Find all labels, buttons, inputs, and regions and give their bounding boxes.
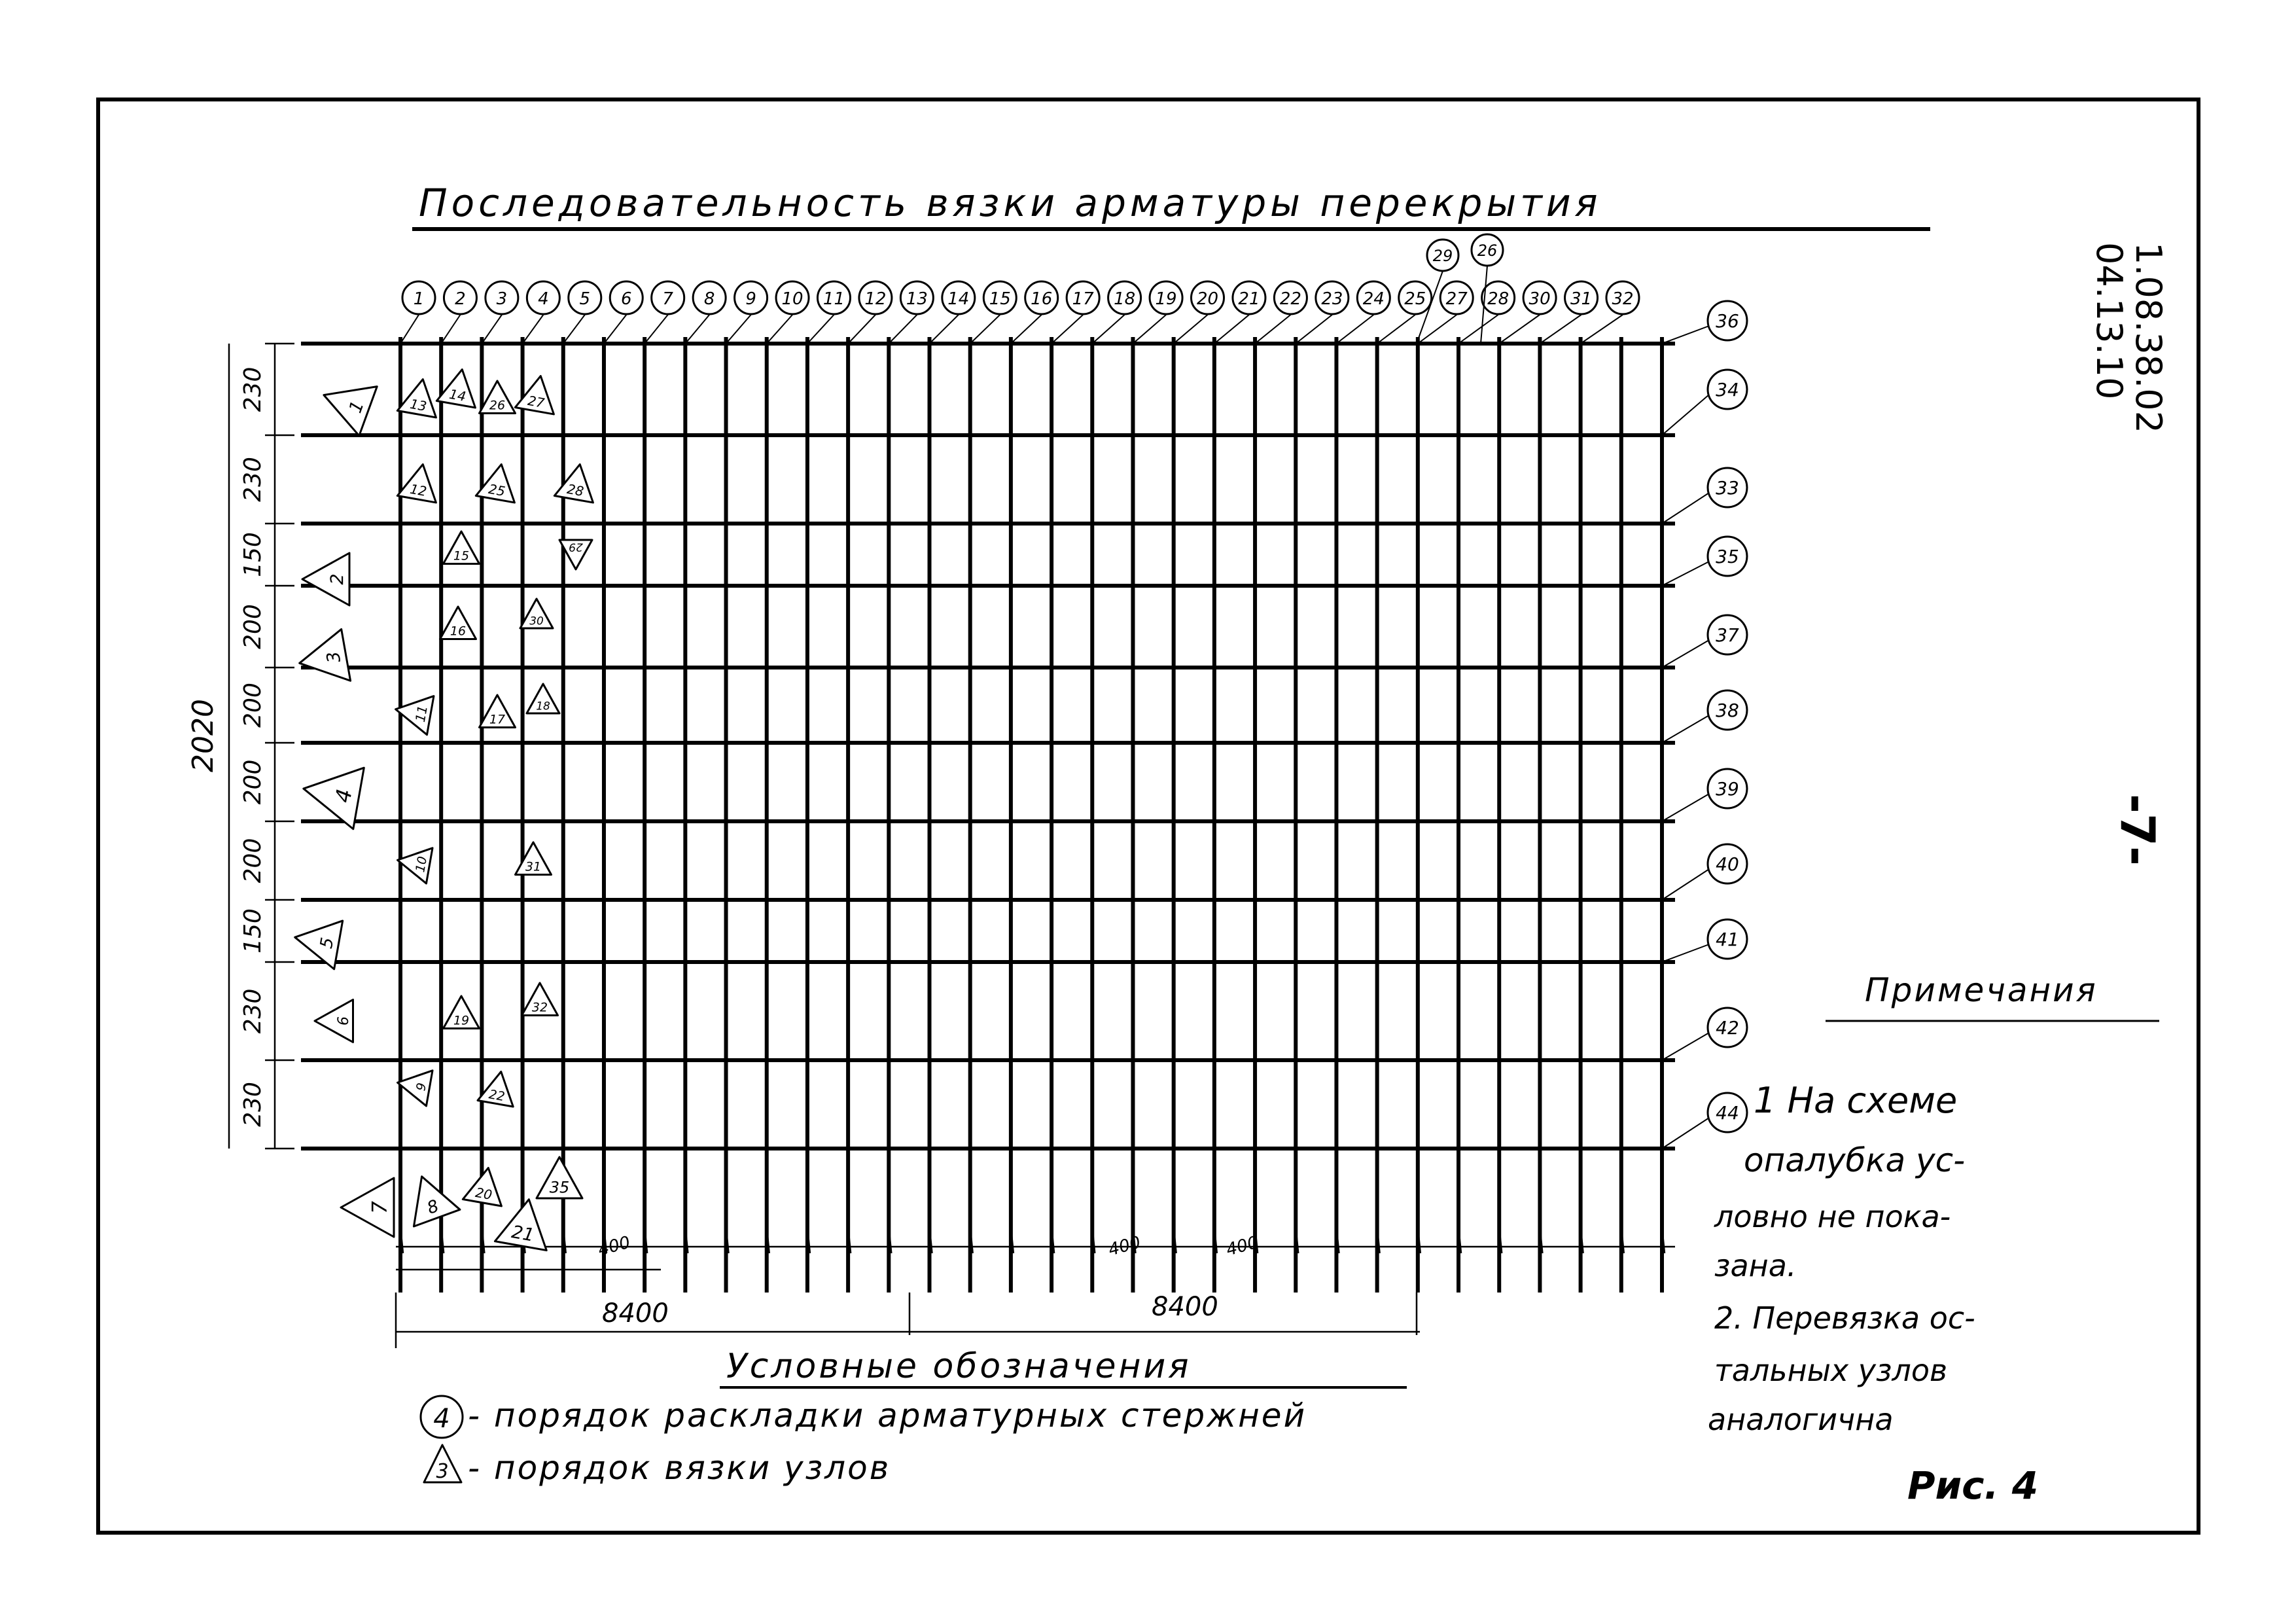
circle-number: 26 bbox=[1477, 241, 1498, 260]
circle-number: 25 bbox=[1404, 289, 1426, 309]
span-left-label: 8400 bbox=[602, 1298, 669, 1329]
circle-number: 10 bbox=[781, 289, 804, 309]
triangle-number: 22 bbox=[487, 1087, 506, 1105]
triangle-shape bbox=[398, 1168, 460, 1226]
leader-line bbox=[726, 315, 751, 344]
leader-line bbox=[1174, 315, 1208, 344]
circle-number: 41 bbox=[1716, 929, 1739, 950]
triangle-number: 17 bbox=[489, 712, 506, 727]
rebar-circle-3 bbox=[482, 281, 518, 344]
triangle-number: 29 bbox=[569, 540, 583, 554]
rebar-circle-44 bbox=[1662, 1093, 1747, 1149]
triangle-number: 11 bbox=[412, 704, 431, 724]
page-number: -7- bbox=[2110, 794, 2165, 866]
total-height-label: 2020 bbox=[186, 699, 220, 772]
rebar-circle-16 bbox=[1011, 281, 1058, 344]
circle-number: 34 bbox=[1716, 379, 1739, 401]
triangle-number: 4 bbox=[330, 787, 357, 805]
triangle-number: 9 bbox=[414, 1081, 430, 1092]
triangle-number: 20 bbox=[474, 1184, 493, 1203]
left-dimension-value: 230 bbox=[239, 988, 266, 1034]
triangle-number: 15 bbox=[453, 548, 470, 563]
circle-number: 17 bbox=[1072, 289, 1094, 309]
triangle-number: 3 bbox=[323, 649, 345, 665]
left-dimension-value: 200 bbox=[239, 604, 266, 649]
circle-number: 20 bbox=[1196, 289, 1219, 309]
rebar-circles-top bbox=[400, 281, 1639, 344]
pitch-label-b: 400 bbox=[1106, 1232, 1143, 1260]
rebar-circle-35 bbox=[1662, 537, 1747, 586]
leader-line bbox=[1662, 640, 1709, 668]
leader-line bbox=[1499, 315, 1540, 344]
rebar-circle-12 bbox=[848, 281, 892, 344]
knot-triangle-14 bbox=[436, 366, 481, 408]
leader-line bbox=[1011, 315, 1042, 344]
leader-line bbox=[523, 315, 544, 344]
rebar-circle-6 bbox=[604, 281, 643, 344]
triangle-number: 7 bbox=[368, 1201, 392, 1214]
leader-line bbox=[1458, 315, 1498, 344]
rebar-circle-41 bbox=[1662, 919, 1747, 962]
circle-number: 16 bbox=[1031, 289, 1053, 309]
leader-line bbox=[970, 315, 1000, 344]
triangle-number: 14 bbox=[448, 385, 467, 404]
circle-number: 31 bbox=[1570, 289, 1593, 309]
circle-number: 4 bbox=[538, 289, 549, 309]
leader-line bbox=[1662, 715, 1709, 743]
circle-number: 15 bbox=[989, 289, 1011, 309]
circle-number: 42 bbox=[1716, 1017, 1739, 1039]
circle-number: 8 bbox=[703, 289, 715, 309]
leader-line bbox=[1214, 315, 1249, 344]
circle-number: 18 bbox=[1114, 289, 1136, 309]
circle-number: 32 bbox=[1612, 289, 1634, 309]
left-dimension-value: 230 bbox=[239, 1082, 266, 1127]
circle-number: 38 bbox=[1716, 700, 1739, 721]
triangle-number: 26 bbox=[489, 398, 506, 413]
rebar-circle-36 bbox=[1662, 301, 1747, 344]
circle-number: 37 bbox=[1716, 624, 1739, 646]
leader-line bbox=[767, 315, 792, 344]
pitch-label-a: 400 bbox=[595, 1232, 633, 1260]
knot-triangle-32 bbox=[522, 983, 558, 1016]
circle-number: 2 bbox=[455, 289, 466, 309]
figure-label: Рис. 4 bbox=[1907, 1463, 2039, 1508]
knot-triangle-17 bbox=[480, 695, 516, 728]
triangle-number: 32 bbox=[531, 1000, 548, 1015]
leader-line bbox=[1662, 944, 1709, 962]
legend-title: Условные обозначения bbox=[726, 1347, 1192, 1386]
rebar-circle-8 bbox=[685, 281, 726, 344]
circle-number: 9 bbox=[745, 289, 756, 309]
leader-line bbox=[685, 315, 709, 344]
knot-triangle-15 bbox=[444, 531, 480, 564]
legend-circle-sample bbox=[421, 1396, 463, 1438]
leader-line bbox=[1377, 315, 1415, 344]
rebar-circle-13 bbox=[889, 281, 933, 344]
leader-line bbox=[889, 315, 917, 344]
circle-number: 40 bbox=[1716, 853, 1739, 875]
knot-triangle-1 bbox=[315, 370, 377, 436]
triangle-number: 16 bbox=[450, 624, 467, 639]
triangle-number: 28 bbox=[565, 480, 585, 499]
knot-triangle-20 bbox=[463, 1164, 507, 1206]
leader-line bbox=[1540, 315, 1581, 344]
circle-number: 44 bbox=[1716, 1102, 1739, 1124]
rebar-circle-40 bbox=[1662, 844, 1747, 900]
circle-number: 5 bbox=[579, 289, 591, 309]
circle-number: 13 bbox=[906, 289, 928, 309]
circle-number: 3 bbox=[496, 289, 508, 309]
total-height-dimension bbox=[186, 344, 229, 1149]
circle-number: 11 bbox=[822, 289, 845, 309]
span-right-label: 8400 bbox=[1152, 1292, 1218, 1322]
triangle-number: 8 bbox=[424, 1196, 442, 1219]
triangle-number: 6 bbox=[335, 1016, 352, 1026]
leader-line bbox=[848, 315, 875, 344]
leader-line bbox=[604, 315, 626, 344]
legend-circle-number: 4 bbox=[433, 1404, 450, 1434]
rebar-circle-17 bbox=[1051, 281, 1099, 344]
notes-line-3: ловно не пока- bbox=[1714, 1199, 1951, 1234]
sheet-code-line-1: 1.08.38.02 bbox=[2128, 242, 2169, 433]
circle-number: 6 bbox=[620, 289, 632, 309]
circle-number: 35 bbox=[1716, 546, 1739, 567]
leader-line bbox=[400, 315, 419, 344]
leader-line bbox=[1418, 315, 1457, 344]
notes-title: Примечания bbox=[1865, 971, 2098, 1009]
knot-triangle-30 bbox=[520, 599, 553, 628]
notes bbox=[1708, 971, 2159, 1437]
circle-number: 14 bbox=[947, 289, 970, 309]
circle-number: 1 bbox=[413, 289, 425, 309]
left-dimension-value: 150 bbox=[239, 908, 266, 954]
knot-triangle-28 bbox=[554, 461, 599, 503]
circle-number: 22 bbox=[1279, 289, 1301, 309]
rebar-circle-38 bbox=[1662, 690, 1747, 743]
triangle-number: 10 bbox=[413, 855, 431, 874]
triangle-number: 13 bbox=[408, 395, 428, 414]
left-dimension-value: 230 bbox=[239, 366, 266, 412]
knot-triangle-13 bbox=[397, 376, 442, 418]
circle-number: 24 bbox=[1362, 289, 1385, 309]
leader-line bbox=[1662, 326, 1709, 344]
bottom-dimension-chain bbox=[396, 1233, 1420, 1348]
legend-triangle-sample bbox=[424, 1445, 461, 1483]
leader-line bbox=[1336, 315, 1373, 344]
circle-number: 7 bbox=[662, 289, 673, 309]
leader-line bbox=[563, 315, 585, 344]
triangle-number: 5 bbox=[316, 936, 338, 950]
circle-number: 39 bbox=[1716, 778, 1739, 800]
knot-triangle-11 bbox=[392, 690, 434, 734]
legend-triangle-text: - порядок вязки узлов bbox=[468, 1449, 891, 1487]
rebar-circle-9 bbox=[726, 281, 768, 344]
circle-number: 33 bbox=[1716, 477, 1739, 499]
left-dimension-chain bbox=[239, 344, 294, 1149]
triangle-number: 18 bbox=[536, 700, 550, 713]
leader-line bbox=[930, 315, 959, 344]
triangle-number: 27 bbox=[526, 392, 546, 411]
circle-number: 27 bbox=[1445, 289, 1468, 309]
notes-line-2: опалубка ус- bbox=[1744, 1141, 1966, 1179]
legend-circle-text: - порядок раскладки арматурных стержней bbox=[468, 1397, 1307, 1435]
leader-line bbox=[1662, 493, 1709, 524]
rebar-circle-39 bbox=[1662, 769, 1747, 821]
leader-line bbox=[807, 315, 834, 344]
leader-line bbox=[1092, 315, 1124, 344]
leader-line bbox=[645, 315, 668, 344]
leader-line bbox=[1296, 315, 1332, 344]
leader-line bbox=[1581, 315, 1623, 344]
rebar-circle-37 bbox=[1662, 615, 1747, 668]
leader-line bbox=[482, 315, 502, 344]
knot-triangle-8 bbox=[398, 1168, 460, 1226]
rebar-circle-18 bbox=[1092, 281, 1140, 344]
triangle-number: 25 bbox=[487, 480, 506, 499]
notes-line-5: 2. Перевязка ос- bbox=[1714, 1300, 1975, 1336]
left-dimension-value: 150 bbox=[239, 532, 266, 577]
knot-triangle-26 bbox=[480, 381, 516, 414]
rebar-circle-5 bbox=[563, 281, 601, 344]
circle-number: 12 bbox=[864, 289, 887, 309]
triangle-number: 1 bbox=[345, 398, 368, 416]
triangle-number: 2 bbox=[327, 573, 347, 585]
notes-line-1: 1 На схеме bbox=[1754, 1080, 1958, 1121]
knot-triangle-22 bbox=[478, 1069, 519, 1107]
leader-line bbox=[1662, 395, 1709, 435]
triangle-shape bbox=[315, 370, 377, 436]
notes-line-6: тальных узлов bbox=[1714, 1353, 1948, 1388]
triangle-number: 30 bbox=[529, 615, 544, 628]
knot-triangle-18 bbox=[527, 684, 559, 713]
triangle-number: 31 bbox=[525, 859, 542, 874]
rebar-circle-11 bbox=[807, 281, 851, 344]
rebar-circle-7 bbox=[645, 281, 684, 344]
knot-triangle-3 bbox=[295, 629, 351, 688]
knot-triangle-19 bbox=[444, 996, 480, 1029]
left-dimension-value: 200 bbox=[239, 683, 266, 728]
rebar-circle-15 bbox=[970, 281, 1017, 344]
legend-triangle-number: 3 bbox=[436, 1460, 449, 1483]
circle-number: 23 bbox=[1321, 289, 1343, 309]
leader-line bbox=[1255, 315, 1290, 344]
triangle-number: 35 bbox=[549, 1178, 570, 1197]
knot-triangle-16 bbox=[440, 607, 476, 639]
rebar-circle-2 bbox=[441, 281, 476, 344]
triangle-number: 21 bbox=[510, 1222, 536, 1246]
notes-line-4: зана. bbox=[1714, 1248, 1797, 1283]
pitch-label-c: 400 bbox=[1224, 1232, 1261, 1260]
leader-line bbox=[1662, 562, 1709, 586]
knot-triangle-7 bbox=[341, 1178, 394, 1237]
triangle-number: 12 bbox=[408, 480, 428, 499]
leader-line bbox=[1662, 1033, 1709, 1060]
knot-triangle-4 bbox=[298, 758, 364, 829]
left-dimension-value: 200 bbox=[239, 838, 266, 883]
circle-number: 30 bbox=[1528, 289, 1551, 309]
leader-line bbox=[1662, 794, 1709, 821]
circle-number: 19 bbox=[1155, 289, 1177, 309]
circle-number: 21 bbox=[1238, 289, 1260, 309]
notes-line-7: аналогична bbox=[1708, 1402, 1894, 1437]
leader-line bbox=[441, 315, 460, 344]
rebar-circle-4 bbox=[523, 281, 560, 344]
sheet-code-line-2: 04.13.10 bbox=[2089, 242, 2130, 400]
rebar-circle-33 bbox=[1662, 468, 1747, 524]
knot-triangles-inner bbox=[392, 366, 599, 1107]
rebar-circle-14 bbox=[930, 281, 975, 344]
left-dimension-value: 200 bbox=[239, 759, 266, 805]
triangle-number: 19 bbox=[453, 1013, 470, 1028]
leader-line bbox=[1051, 315, 1083, 344]
knot-triangle-6 bbox=[315, 1000, 353, 1043]
knot-triangle-35 bbox=[537, 1157, 582, 1198]
diagram-title: Последовательность вязки арматуры перекрытия bbox=[419, 181, 1602, 225]
circle-number: 36 bbox=[1716, 310, 1739, 332]
rebar-circle-42 bbox=[1662, 1008, 1747, 1060]
leader-line bbox=[1133, 315, 1166, 344]
leader-line bbox=[1662, 869, 1709, 900]
circle-number: 29 bbox=[1432, 247, 1453, 265]
rebar-circles-right bbox=[1662, 301, 1747, 1149]
rebar-circle-34 bbox=[1662, 370, 1747, 435]
left-dimension-value: 230 bbox=[239, 457, 266, 502]
rebar-circle-10 bbox=[767, 281, 809, 344]
knot-triangle-21 bbox=[495, 1195, 554, 1251]
knot-triangle-12 bbox=[397, 461, 442, 503]
knot-triangle-2 bbox=[302, 553, 349, 605]
sheet-code bbox=[2089, 242, 2169, 433]
rebar-circle-1 bbox=[400, 281, 435, 344]
circle-number: 28 bbox=[1487, 289, 1510, 309]
legend bbox=[421, 1347, 1407, 1487]
leader-line bbox=[1662, 1118, 1709, 1149]
